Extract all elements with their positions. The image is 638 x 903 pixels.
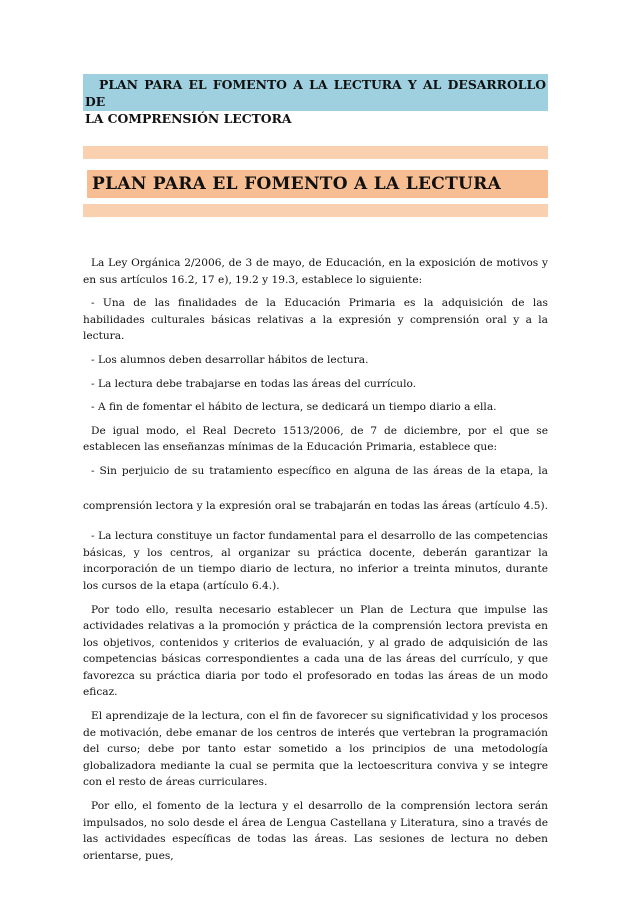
list-item: - A fin de fomentar el hábito de lectura, se dedicará un tiempo diario a ella. (91, 401, 497, 414)
header-line-1: PLAN PARA EL FOMENTO A LA LECTURA Y AL DESARROLLO DE (85, 77, 546, 109)
header-line-2: LA COMPRENSIÓN LECTORA (85, 111, 292, 126)
paragraph: La Ley Orgánica 2/2006, de 3 de mayo, de Educación, en la exposición de motivos y en sus artículos 16.2, 17 e), 19.2 y 19.3, establece lo siguiente: (83, 257, 548, 286)
section-title: PLAN PARA EL FOMENTO A LA LECTURA (87, 170, 548, 198)
decorative-strip-bottom (83, 204, 548, 217)
paragraph: Por ello, el fomento de la lectura y el desarrollo de la comprensión lectora serán impulsados, no solo desde el área de Lengua Castellana y Literatura, sino a través de las actividades específicas de todas las áreas. Las sesiones de lectura no deben orientarse, pues, (83, 800, 548, 862)
decorative-strip-top (83, 146, 548, 159)
paragraph: Por todo ello, resulta necesario establecer un Plan de Lectura que impulse las actividades relativas a la promoción y práctica de la comprensión lectora prevista en los objetivos, contenidos y criterios de evaluación, y al grado de adquisición de las competencias básicas correspondientes a cada una de las áreas del currículo, y que favorezca su práctica diaria por todo el profesorado en todas las áreas de un modo eficaz. (83, 603, 548, 699)
list-item: - Una de las finalidades de la Educación Primaria es la adquisición de las habilidades culturales básicas relativas a la expresión y comprensión oral y a la lectura. (83, 297, 548, 343)
list-item-continuation: comprensión lectora y la expresión oral se trabajarán en todas las áreas (artículo 4.5). (83, 499, 548, 512)
paragraph: El aprendizaje de la lectura, con el fin de favorecer su significatividad y los procesos de motivación, debe emanar de los centros de interés que vertebran la programación del curso; debe por tanto estar sometido a los principios de una metodología globalizadora mediante la cual se permita que la lectoescritura conviva y se integre con el resto de áreas curriculares. (83, 710, 548, 789)
document-body (83, 255, 548, 871)
list-item: - Los alumnos deben desarrollar hábitos de lectura. (91, 353, 369, 366)
list-item: - Sin perjuicio de su tratamiento específico en alguna de las áreas de la etapa, la (91, 464, 548, 477)
list-item: - La lectura debe trabajarse en todas las áreas del currículo. (91, 377, 417, 390)
paragraph: De igual modo, el Real Decreto 1513/2006, de 7 de diciembre, por el que se establecen las enseñanzas mínimas de la Educación Primaria, establece que: (83, 424, 548, 454)
list-item: - La lectura constituye un factor fundamental para el desarrollo de las competencias básicas, y los centros, al organizar su práctica docente, deberán garantizar la incorporación de un tiempo diario de lectura, no inferior a treinta minutos, durante los cursos de la etapa (artículo 6.4.). (83, 530, 548, 592)
document-header-banner (83, 74, 548, 126)
